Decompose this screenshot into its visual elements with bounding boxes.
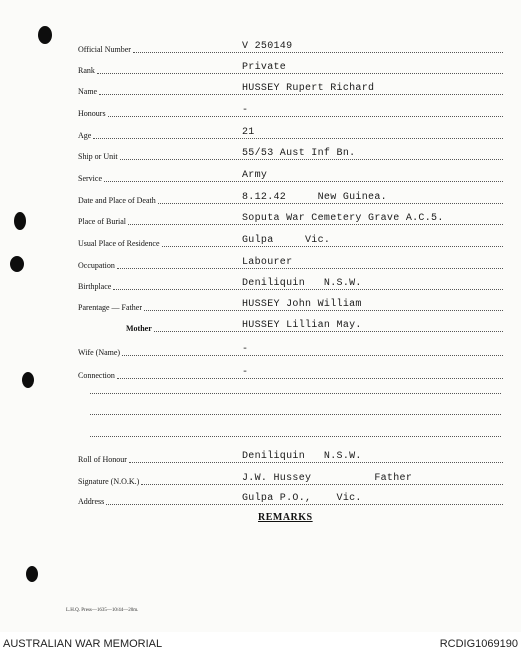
field-label: Age — [78, 131, 92, 140]
field-label: Name — [78, 87, 98, 96]
dotted-leader — [154, 331, 503, 332]
form-row — [78, 448, 503, 466]
field-value: Deniliquin N.S.W. — [242, 451, 362, 462]
field-value: Labourer — [242, 257, 293, 268]
field-label: Honours — [78, 109, 106, 118]
punch-hole — [38, 26, 52, 44]
connection-blank-line — [90, 436, 501, 437]
dotted-leader — [120, 159, 503, 160]
field-value: J.W. Hussey Father — [242, 473, 413, 484]
form-row — [78, 80, 503, 98]
form-row — [78, 210, 503, 228]
field-value: Soputa War Cemetery Grave A.C.5. — [242, 213, 444, 224]
field-label: Place of Burial — [78, 217, 126, 226]
dotted-leader — [144, 310, 503, 311]
field-label: Official Number — [78, 45, 131, 54]
punch-hole — [10, 256, 24, 272]
field-value: - — [242, 367, 249, 378]
form-row — [78, 124, 503, 142]
field-value: Gulpa Vic. — [242, 235, 331, 246]
field-label: Service — [78, 174, 102, 183]
form-row — [78, 490, 503, 508]
remarks-heading: REMARKS — [258, 512, 313, 523]
field-value: Gulpa P.O., Vic. — [242, 493, 362, 504]
dotted-leader — [141, 484, 503, 485]
form-row — [78, 167, 503, 185]
archive-footer — [0, 632, 521, 654]
connection-blank-line — [90, 414, 501, 415]
punch-hole — [22, 372, 34, 388]
field-label: Wife (Name) — [78, 348, 121, 357]
form-row — [78, 317, 503, 335]
dotted-leader — [122, 355, 503, 356]
field-label: Date and Place of Death — [78, 196, 156, 205]
field-label: Address — [78, 497, 105, 506]
form-row — [78, 38, 503, 56]
field-value: Private — [242, 62, 287, 73]
dotted-leader — [162, 246, 503, 247]
field-value: Deniliquin N.S.W. — [242, 278, 362, 289]
form-row — [78, 102, 503, 120]
dotted-leader — [108, 116, 503, 117]
field-label: Ship or Unit — [78, 152, 118, 161]
dotted-leader — [128, 224, 503, 225]
footer-record-id: RCDIG1069190 — [439, 638, 518, 650]
punch-hole — [26, 566, 38, 582]
punch-hole — [14, 212, 26, 230]
field-value: HUSSEY John William — [242, 299, 362, 310]
form-row — [78, 275, 503, 293]
dotted-leader — [113, 289, 503, 290]
field-value: 21 — [242, 127, 255, 138]
dotted-leader — [93, 138, 503, 139]
dotted-leader — [158, 203, 503, 204]
field-value: 8.12.42 New Guinea. — [242, 192, 387, 203]
form-row — [78, 296, 503, 314]
printer-imprint: L.H.Q. Press—1635—10/44—20m. — [66, 608, 139, 613]
field-value: V 250149 — [242, 41, 293, 52]
form-row — [78, 145, 503, 163]
form-row — [78, 341, 503, 359]
form-row — [78, 59, 503, 77]
field-label: Connection — [78, 371, 115, 380]
field-label: Occupation — [78, 261, 115, 270]
field-label: Mother — [126, 324, 152, 333]
dotted-leader — [106, 504, 503, 505]
field-value: - — [242, 344, 249, 355]
dotted-leader — [97, 73, 503, 74]
form-row — [78, 364, 503, 382]
field-value: 55/53 Aust Inf Bn. — [242, 148, 356, 159]
field-label: Birthplace — [78, 282, 112, 291]
connection-blank-line — [90, 393, 501, 394]
field-value: Army — [242, 170, 268, 181]
field-label: Roll of Honour — [78, 455, 127, 464]
field-label: Usual Place of Residence — [78, 239, 160, 248]
field-label: Signature (N.O.K.) — [78, 477, 140, 486]
dotted-leader — [117, 268, 503, 269]
dotted-leader — [117, 378, 503, 379]
dotted-leader — [99, 94, 503, 95]
form-row — [78, 232, 503, 250]
footer-institution: AUSTRALIAN WAR MEMORIAL — [3, 638, 163, 650]
form-row — [78, 189, 503, 207]
field-label: Parentage — Father — [78, 303, 142, 312]
form-row — [78, 254, 503, 272]
dotted-leader — [104, 181, 503, 182]
field-value: HUSSEY Lillian May. — [242, 320, 362, 331]
dotted-leader — [133, 52, 503, 53]
dotted-leader — [129, 462, 503, 463]
field-label: Rank — [78, 66, 95, 75]
field-value: - — [242, 105, 249, 116]
form-row — [78, 470, 503, 488]
field-value: HUSSEY Rupert Richard — [242, 83, 375, 94]
